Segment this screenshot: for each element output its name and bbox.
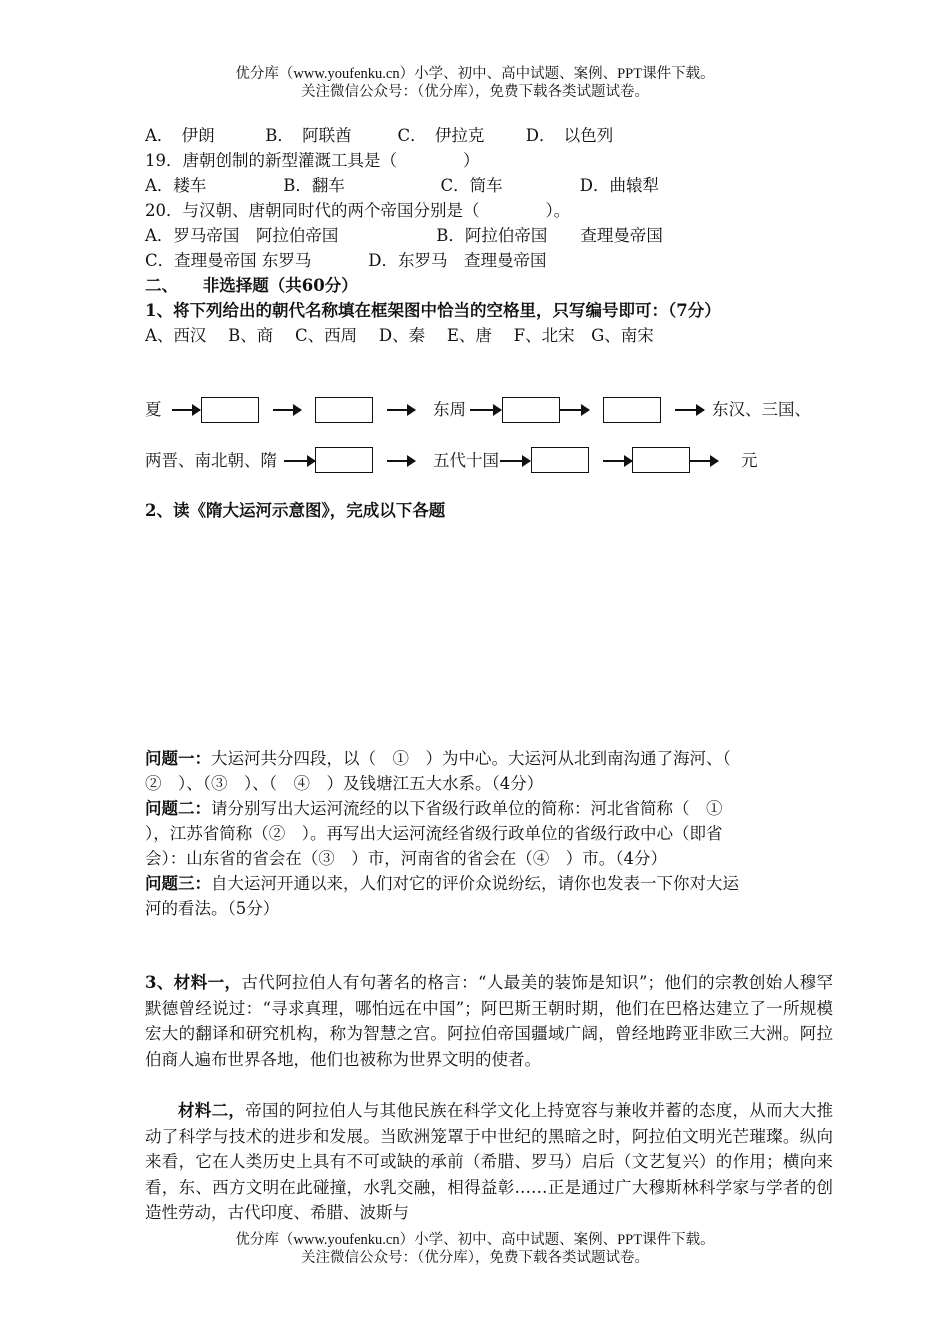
flow-dongzhou: 东周 [433,400,466,419]
q19-option-d: D．曲辕犁 [579,176,659,195]
flow-arrow-9 [500,460,530,462]
q20-options-ab [145,225,663,247]
q3-material-2 [145,1098,833,1226]
q2-problem-2-text-1: 请分别写出大运河流经的以下省级行政单位的简称：河北省简称（ ① [211,799,723,818]
flow-wudai: 五代十国 [433,451,499,470]
q19-option-b: B．翻车 [283,176,345,195]
q19-options [145,175,659,197]
q2-problem-2-line-3: 会）：山东省的省会在（③ ）市，河南省的省会在（④ ）市。（4分） [145,849,667,868]
q3-material-2-text: 帝国的阿拉伯人与其他民族在科学文化上持宽容与兼收并蓄的态度，从而大大推动了科学与技术的进步和发展。当欧洲笼罩于中世纪的黑暗之时，阿拉伯文明光芒璀璨。纵向来看，它在人类历史上具有不可或缺的承前（希腊、罗马）启后（文艺复兴）的作用；横向来看，东、西方文明在此碰撞，水乳交融，相得益彰……正是通过广大穆斯林科学家与学者的创造性劳动，古代印度、希腊、波斯与 [145,1101,834,1222]
q2-problem-1-text-1: 大运河共分四段，以（ ① ）为中心。大运河从北到南沟通了海河、（ [211,749,731,768]
q2-problem-3-label: 问题三： [145,874,211,893]
flow-blank-box-2[interactable] [315,397,373,423]
q1-title: 1、将下列给出的朝代名称填在框架图中恰当的空格里，只写编号即可：（7分） [145,301,721,320]
header-line-1: 优分库（www.youfenku.cn）小学、初中、高中试题、案例、PPT课件下载。 [235,66,715,82]
flow-arrow-1 [172,409,200,411]
q20-option-a: A．罗马帝国 阿拉伯帝国 [145,226,339,245]
footer-line-1: 优分库（www.youfenku.cn）小学、初中、高中试题、案例、PPT课件下载。 [235,1232,715,1248]
flow-arrow-5 [560,409,589,411]
q20-option-c: C．查理曼帝国 东罗马 [145,251,312,270]
q20-option-b: B．阿拉伯帝国 查理曼帝国 [436,226,663,245]
q18-option-d: D． 以色列 [525,126,614,145]
q3-label: 3、材料一， [145,973,242,992]
flow-blank-box-1[interactable] [201,397,259,423]
section-2-title: 二、 非选择题（共60分） [145,276,358,295]
q2-problem-2-line-1 [145,798,723,820]
q2-problem-1-line-1 [145,748,731,770]
q2-problem-3-line-2: 河的看法。（5分） [145,899,280,918]
flow-blank-box-7[interactable] [632,447,690,473]
flow-donghan: 东汉、三国、 [712,400,811,419]
q3-material-1 [145,970,833,1072]
q18-option-c: C． 伊拉克 [397,126,485,145]
flow-arrow-7 [284,460,315,462]
q3-material-1-text: 古代阿拉伯人有句著名的格言：“人最美的装饰是知识”；他们的宗教创始人穆罕默德曾经说过：“寻求真理，哪怕远在中国”；阿巴斯王朝时期，他们在巴格达建立了一所规模宏大的翻译和研究机构，称为智慧之宫。阿拉伯帝国疆域广阔，曾经地跨亚非欧三大洲。阿拉伯商人遍布世界各地，他们也被称为世界文明的使者。 [145,973,833,1069]
q2-problem-1-line-2: ② ）、（③ ）、（ ④ ）及钱塘江五大水系。（4分） [145,774,544,793]
flow-arrow-3 [387,409,415,411]
q19-stem: 19．唐朝创制的新型灌溉工具是（ ） [145,151,480,170]
q1-options: A、西汉 B、商 C、西周 D、秦 E、唐 F、北宋 G、南宋 [145,326,654,345]
flow-jin: 两晋、南北朝、隋 [145,451,277,470]
q2-problem-2-label: 问题二： [145,799,211,818]
q18-option-b: B． 阿联酋 [265,126,352,145]
flow-blank-box-6[interactable] [531,447,589,473]
q3-material-2-label: 材料二， [178,1101,246,1120]
flow-yuan: 元 [741,451,758,470]
q19-option-c: C．筒车 [440,176,503,195]
q2-title: 2、读《隋大运河示意图》，完成以下各题 [145,501,446,520]
flow-arrow-11 [690,460,718,462]
flow-blank-box-4[interactable] [603,397,661,423]
q2-problem-3-line-1 [145,873,739,895]
q19-option-a: A．耧车 [145,176,207,195]
q2-problem-2-line-2: ），江苏省简称（② ）。再写出大运河流经省级行政单位的省级行政中心（即省 [145,824,723,843]
flow-arrow-10 [603,460,632,462]
flow-arrow-4 [470,409,501,411]
header-line-2: 关注微信公众号：（优分库），免费下载各类试题试卷。 [301,84,649,100]
q18-options [145,125,613,147]
flow-blank-box-3[interactable] [502,397,560,423]
flow-arrow-2 [273,409,301,411]
footer-line-2: 关注微信公众号：（优分库），免费下载各类试题试卷。 [301,1250,649,1266]
q2-problem-1-label: 问题一： [145,749,211,768]
flow-xia: 夏 [145,400,162,419]
q18-option-a: A． 伊朗 [145,126,215,145]
q20-options-cd [145,250,546,272]
flow-arrow-6 [675,409,704,411]
flow-arrow-8 [387,460,415,462]
q20-stem: 20．与汉朝、唐朝同时代的两个帝国分别是（ ）。 [145,201,571,220]
q2-problem-3-text-1: 自大运河开通以来，人们对它的评价众说纷纭，请你也发表一下你对大运 [211,874,739,893]
q20-option-d: D．东罗马 查理曼帝国 [368,251,547,270]
flow-blank-box-5[interactable] [315,447,373,473]
